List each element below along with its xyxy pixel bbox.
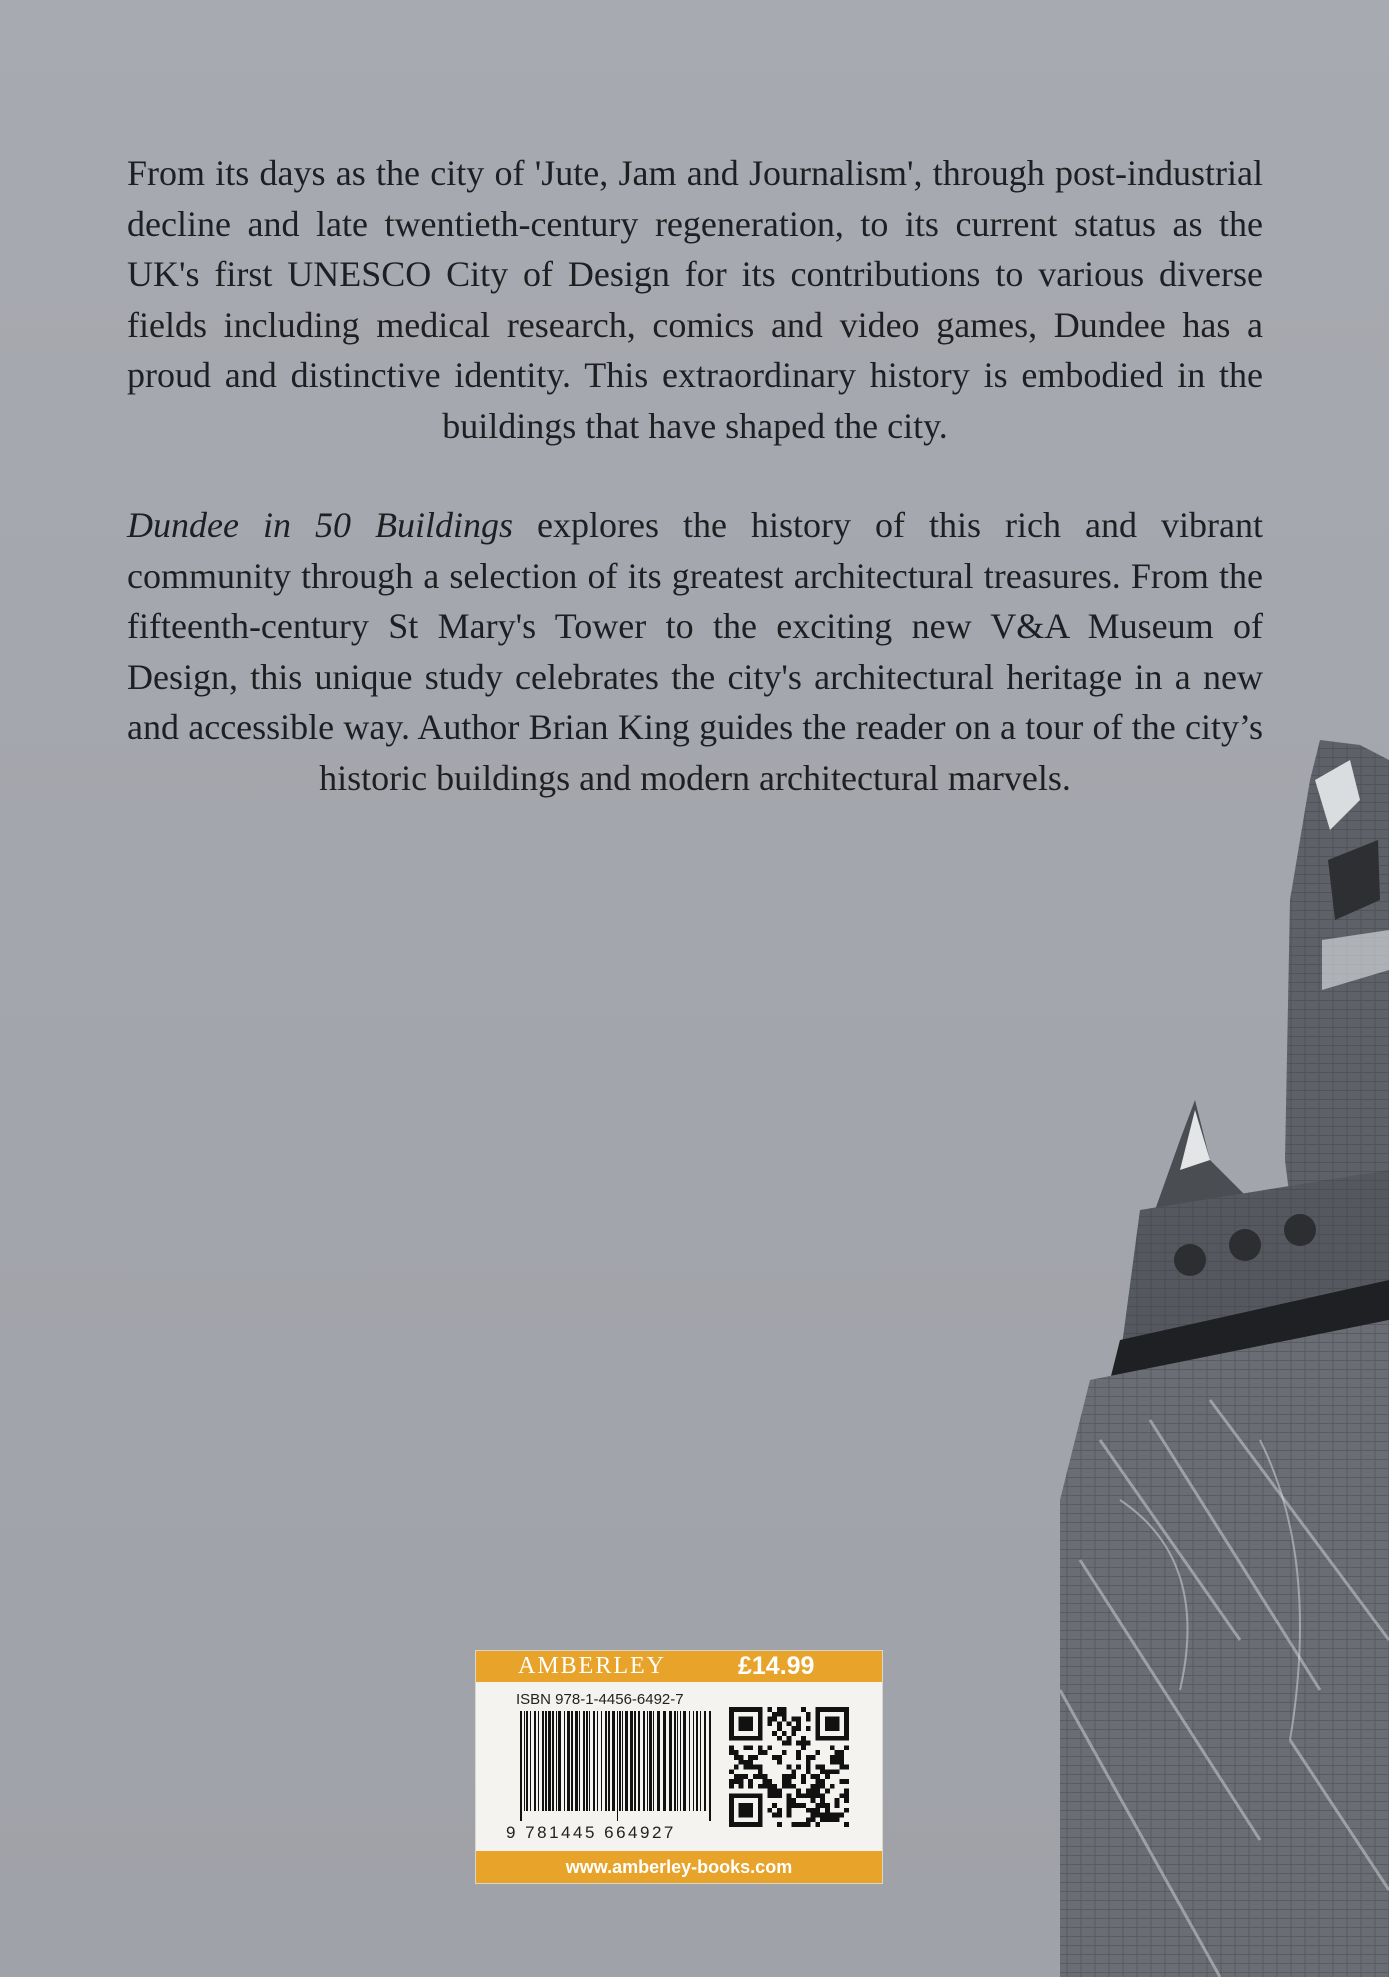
qr-module xyxy=(767,1779,772,1784)
qr-module xyxy=(796,1741,801,1746)
qr-module xyxy=(844,1822,849,1827)
barcode-bar xyxy=(663,1711,666,1811)
qr-module xyxy=(815,1784,820,1789)
barcode-bar xyxy=(638,1711,640,1811)
qr-module xyxy=(767,1784,772,1789)
qr-module xyxy=(825,1813,830,1818)
qr-module xyxy=(739,1717,753,1731)
qr-module xyxy=(815,1774,820,1779)
qr-module xyxy=(782,1741,787,1746)
qr-module xyxy=(763,1750,768,1755)
qr-module xyxy=(734,1750,739,1755)
qr-module xyxy=(830,1784,835,1789)
barcode-bar xyxy=(612,1711,615,1811)
qr-module xyxy=(839,1755,844,1760)
barcode-bar xyxy=(625,1711,628,1811)
qr-module xyxy=(796,1803,801,1808)
barcode-bar xyxy=(538,1711,539,1811)
qr-module xyxy=(734,1755,739,1760)
qr-module xyxy=(787,1793,792,1798)
qr-module xyxy=(777,1726,782,1731)
qr-code-icon xyxy=(729,1707,849,1827)
qr-module xyxy=(811,1813,816,1818)
barcode-bar xyxy=(579,1711,580,1811)
qr-module xyxy=(844,1789,849,1794)
qr-module xyxy=(787,1808,792,1813)
qr-module xyxy=(796,1822,801,1827)
ean-digits: 9 781445 664927 xyxy=(506,1823,676,1842)
qr-module xyxy=(772,1793,777,1798)
qr-module xyxy=(806,1717,811,1722)
qr-module xyxy=(839,1750,844,1755)
qr-module xyxy=(835,1813,840,1818)
qr-module xyxy=(777,1808,782,1813)
qr-module xyxy=(806,1741,811,1746)
qr-module xyxy=(820,1798,825,1803)
barcode-bar xyxy=(597,1711,598,1811)
qr-module xyxy=(758,1750,763,1755)
qr-module xyxy=(796,1793,801,1798)
qr-module xyxy=(825,1774,830,1779)
qr-module xyxy=(844,1808,849,1813)
barcode-bar xyxy=(634,1711,636,1811)
qr-module xyxy=(748,1755,753,1760)
qr-module xyxy=(739,1774,744,1779)
qr-module xyxy=(801,1774,806,1779)
qr-module xyxy=(796,1765,801,1770)
qr-module xyxy=(839,1793,844,1798)
qr-module xyxy=(791,1731,796,1736)
qr-module xyxy=(844,1793,849,1798)
qr-module xyxy=(734,1765,739,1770)
qr-module xyxy=(806,1765,811,1770)
qr-module xyxy=(801,1745,806,1750)
qr-module xyxy=(729,1750,734,1755)
qr-module xyxy=(777,1755,782,1760)
qr-module xyxy=(748,1765,753,1770)
barcode-bar xyxy=(643,1711,645,1811)
qr-module xyxy=(806,1712,811,1717)
qr-module xyxy=(777,1793,782,1798)
barcode-bar xyxy=(567,1711,570,1811)
qr-module xyxy=(806,1808,811,1813)
qr-module xyxy=(820,1813,825,1818)
barcode-bar xyxy=(683,1711,686,1811)
qr-module xyxy=(782,1717,787,1722)
qr-module xyxy=(825,1803,830,1808)
qr-module xyxy=(825,1817,830,1822)
barcode-bar xyxy=(674,1711,676,1811)
qr-module xyxy=(820,1793,825,1798)
qr-module xyxy=(815,1765,820,1770)
barcode-bar xyxy=(630,1711,633,1811)
qr-module xyxy=(806,1726,811,1731)
qr-module xyxy=(748,1779,753,1784)
qr-module xyxy=(772,1712,777,1717)
qr-module xyxy=(815,1793,820,1798)
qr-module xyxy=(801,1741,806,1746)
qr-module xyxy=(753,1765,758,1770)
qr-module xyxy=(777,1736,782,1741)
qr-module xyxy=(777,1712,782,1717)
qr-module xyxy=(806,1769,811,1774)
qr-module xyxy=(825,1717,839,1731)
qr-module xyxy=(801,1779,806,1784)
qr-module xyxy=(820,1817,825,1822)
qr-module xyxy=(729,1784,734,1789)
barcode-bar xyxy=(608,1711,610,1811)
qr-module xyxy=(763,1784,768,1789)
qr-module xyxy=(787,1798,792,1803)
qr-module xyxy=(772,1803,777,1808)
qr-module xyxy=(835,1798,840,1803)
barcode-bar xyxy=(619,1711,621,1811)
qr-module xyxy=(772,1731,777,1736)
qr-module xyxy=(739,1803,753,1817)
qr-module xyxy=(787,1736,792,1741)
barcode-bar xyxy=(545,1711,547,1811)
qr-module xyxy=(787,1721,792,1726)
qr-module xyxy=(820,1769,825,1774)
qr-module xyxy=(758,1784,763,1789)
barcode-bar xyxy=(548,1711,551,1811)
qr-module xyxy=(782,1779,787,1784)
qr-module xyxy=(815,1750,820,1755)
qr-module xyxy=(758,1745,763,1750)
qr-module xyxy=(811,1784,816,1789)
price-bar xyxy=(476,1651,882,1682)
barcode-bar xyxy=(556,1711,557,1811)
qr-module xyxy=(815,1822,820,1827)
qr-module xyxy=(791,1784,796,1789)
barcode-bar xyxy=(520,1711,522,1821)
qr-module xyxy=(844,1798,849,1803)
barcode-bar xyxy=(617,1711,618,1821)
qr-module xyxy=(743,1760,748,1765)
barcode-bar xyxy=(534,1711,536,1811)
qr-module xyxy=(801,1707,806,1712)
qr-module xyxy=(801,1803,806,1808)
barcode-bar xyxy=(586,1711,588,1811)
qr-module xyxy=(767,1721,772,1726)
qr-module xyxy=(811,1789,816,1794)
qr-module xyxy=(835,1760,840,1765)
qr-module xyxy=(767,1717,772,1722)
qr-module xyxy=(825,1769,830,1774)
qr-module xyxy=(787,1765,792,1770)
qr-module xyxy=(801,1822,806,1827)
qr-module xyxy=(782,1774,787,1779)
qr-module xyxy=(729,1779,734,1784)
qr-module xyxy=(729,1745,734,1750)
barcode-bar xyxy=(649,1711,652,1811)
qr-module xyxy=(782,1731,787,1736)
qr-module xyxy=(796,1726,801,1731)
qr-module xyxy=(767,1808,772,1813)
qr-module xyxy=(767,1707,772,1712)
qr-module xyxy=(787,1779,792,1784)
qr-module xyxy=(830,1755,835,1760)
qr-module xyxy=(777,1721,782,1726)
qr-module xyxy=(830,1817,835,1822)
qr-module xyxy=(772,1789,777,1794)
qr-module xyxy=(743,1765,748,1770)
barcode-bar xyxy=(704,1711,706,1811)
qr-module xyxy=(835,1803,840,1808)
barcode-bar xyxy=(677,1711,678,1811)
qr-module xyxy=(791,1774,796,1779)
qr-module xyxy=(777,1822,782,1827)
qr-module xyxy=(811,1793,816,1798)
qr-module xyxy=(777,1760,782,1765)
qr-module xyxy=(772,1784,777,1789)
qr-module xyxy=(767,1789,772,1794)
qr-module xyxy=(777,1707,782,1712)
qr-module xyxy=(787,1741,792,1746)
tower-illustration xyxy=(1060,740,1389,1977)
qr-module xyxy=(839,1760,844,1765)
publisher-website: www.amberley-books.com xyxy=(476,1851,882,1883)
barcode-bar xyxy=(622,1711,623,1811)
qr-module xyxy=(820,1784,825,1789)
qr-module xyxy=(806,1793,811,1798)
qr-module xyxy=(758,1774,763,1779)
barcode-bar xyxy=(593,1711,595,1811)
qr-module xyxy=(787,1803,792,1808)
qr-module xyxy=(787,1813,792,1818)
qr-module xyxy=(796,1717,801,1722)
qr-module xyxy=(811,1798,816,1803)
barcode-bar xyxy=(558,1711,561,1811)
qr-module xyxy=(806,1789,811,1794)
qr-module xyxy=(743,1774,748,1779)
barcode-icon xyxy=(516,1711,716,1821)
qr-module xyxy=(734,1779,739,1784)
qr-module xyxy=(835,1755,840,1760)
qr-module xyxy=(820,1765,825,1770)
publisher-name: AMBERLEY xyxy=(518,1653,666,1679)
qr-module xyxy=(830,1760,835,1765)
qr-module xyxy=(825,1808,830,1813)
barcode-bar xyxy=(583,1711,585,1811)
qr-module xyxy=(763,1774,768,1779)
isbn-number: ISBN 978-1-4456-6492-7 xyxy=(516,1691,684,1708)
qr-module xyxy=(820,1779,825,1784)
qr-module xyxy=(806,1760,811,1765)
qr-module xyxy=(787,1774,792,1779)
qr-module xyxy=(782,1784,787,1789)
qr-module xyxy=(791,1717,796,1722)
qr-module xyxy=(743,1745,748,1750)
qr-module xyxy=(763,1779,768,1784)
barcode-bar xyxy=(653,1711,654,1811)
qr-module xyxy=(830,1745,835,1750)
qr-module xyxy=(782,1750,787,1755)
qr-module xyxy=(815,1813,820,1818)
barcode-bar xyxy=(552,1711,554,1811)
qr-module xyxy=(772,1717,777,1722)
qr-module xyxy=(815,1779,820,1784)
qr-module xyxy=(791,1769,796,1774)
price: £14.99 xyxy=(738,1652,815,1680)
qr-module xyxy=(811,1808,816,1813)
qr-module xyxy=(835,1750,840,1755)
qr-module xyxy=(806,1822,811,1827)
qr-module xyxy=(839,1765,844,1770)
qr-module xyxy=(844,1745,849,1750)
qr-module xyxy=(820,1803,825,1808)
qr-module xyxy=(767,1793,772,1798)
qr-module xyxy=(811,1774,816,1779)
qr-module xyxy=(739,1784,744,1789)
qr-module xyxy=(830,1769,835,1774)
qr-module xyxy=(835,1769,840,1774)
qr-module xyxy=(758,1769,763,1774)
barcode-bar xyxy=(542,1711,544,1811)
qr-module xyxy=(748,1745,753,1750)
book-title: Dundee in 50 Buildings xyxy=(127,505,514,545)
qr-module xyxy=(791,1803,796,1808)
qr-module xyxy=(748,1784,753,1789)
barcode-bar xyxy=(700,1711,701,1811)
qr-module xyxy=(796,1789,801,1794)
qr-module xyxy=(767,1745,772,1750)
qr-module xyxy=(739,1779,744,1784)
barcode-bar xyxy=(657,1711,660,1811)
qr-module xyxy=(748,1760,753,1765)
qr-module xyxy=(739,1755,744,1760)
qr-module xyxy=(753,1774,758,1779)
qr-module xyxy=(815,1789,820,1794)
qr-module xyxy=(811,1817,816,1822)
barcode-bar xyxy=(575,1711,578,1811)
qr-module xyxy=(739,1760,744,1765)
qr-module xyxy=(801,1736,806,1741)
barcode-bar xyxy=(530,1711,531,1811)
qr-module xyxy=(791,1798,796,1803)
qr-module xyxy=(806,1817,811,1822)
barcode-panel xyxy=(476,1651,882,1883)
qr-module xyxy=(825,1789,830,1794)
qr-module xyxy=(791,1822,796,1827)
barcode-bar xyxy=(571,1711,573,1811)
qr-module xyxy=(844,1779,849,1784)
qr-module xyxy=(811,1755,816,1760)
qr-module xyxy=(815,1808,820,1813)
qr-module xyxy=(734,1774,739,1779)
barcode-bar xyxy=(589,1711,590,1811)
qr-module xyxy=(801,1793,806,1798)
qr-module xyxy=(839,1779,844,1784)
barcode-bar xyxy=(524,1711,525,1811)
qr-module xyxy=(777,1813,782,1818)
qr-module xyxy=(796,1721,801,1726)
barcode-bar xyxy=(564,1711,565,1811)
qr-module xyxy=(835,1817,840,1822)
qr-module xyxy=(772,1813,777,1818)
qr-module xyxy=(791,1726,796,1731)
qr-module xyxy=(782,1707,787,1712)
barcode-bar xyxy=(601,1711,602,1811)
qr-module xyxy=(782,1712,787,1717)
barcode-bar xyxy=(669,1711,672,1811)
qr-module xyxy=(777,1789,782,1794)
qr-module xyxy=(806,1755,811,1760)
barcode-bar xyxy=(709,1711,711,1821)
qr-module xyxy=(844,1765,849,1770)
barcode-bar xyxy=(696,1711,698,1811)
barcode-bar xyxy=(526,1711,528,1811)
blurb-paragraph-2-text: explores the history of this rich and vibrant community through a selection of its greatest architectural treasures. From the fifteenth-century St Mary's Tower to the exciting new V&A Museum of Design, this unique study celebrates the city's architectural heritage in a new and accessible way. Author Brian King guides the reader on a tour of the city’s historic buildings and modern architectural marvels. xyxy=(127,505,1263,798)
qr-module xyxy=(758,1765,763,1770)
qr-module xyxy=(839,1813,844,1818)
barcode-bar xyxy=(693,1711,694,1811)
qr-module xyxy=(729,1769,734,1774)
qr-module xyxy=(796,1755,801,1760)
barcode-bar xyxy=(605,1711,607,1811)
barcode-bar xyxy=(680,1711,681,1811)
barcode-bar xyxy=(689,1711,690,1811)
blurb-paragraph-1: From its days as the city of 'Jute, Jam and Journalism', through post-industrial decline and late twentieth-century regeneration, to its current status as the UK's first UNESCO City of Design for its contributions to various diverse fields including medical research, comics and video games, Dundee has a proud and distinctive identity. This extraordinary history is embodied in the buildings that have shaped the city. xyxy=(127,153,1263,446)
qr-module xyxy=(753,1755,758,1760)
qr-module xyxy=(830,1813,835,1818)
qr-module xyxy=(796,1750,801,1755)
qr-module xyxy=(815,1803,820,1808)
qr-module xyxy=(787,1784,792,1789)
barcode-bar xyxy=(647,1711,648,1811)
qr-module xyxy=(772,1755,777,1760)
